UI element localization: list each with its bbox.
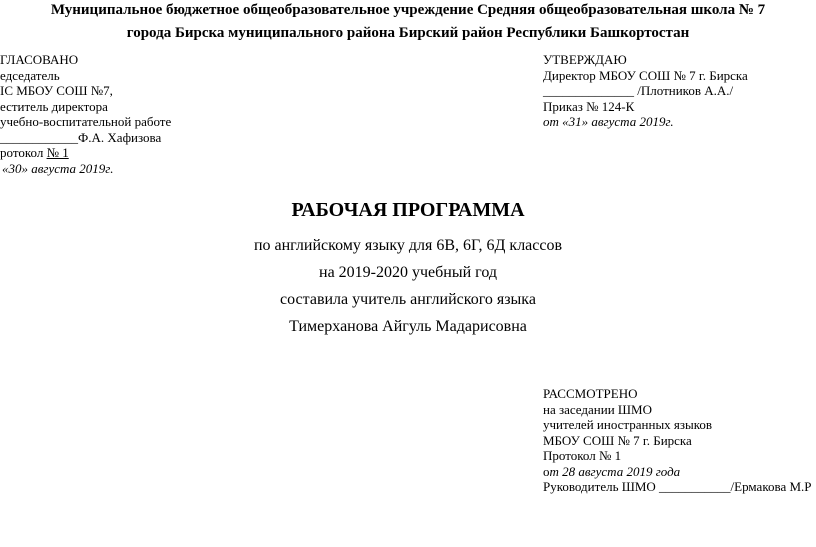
school-name-line-1: Муниципальное бюджетное общеобразовательное учреждение Средняя общеобразовательная школа № 7 xyxy=(50,2,766,18)
agreed-protocol xyxy=(0,145,171,161)
program-subject: по английскому языку для 6В, 6Г, 6Д классов xyxy=(253,237,563,254)
reviewed-date-text: т 28 августа 2019 года xyxy=(549,463,681,479)
document-title: РАБОЧАЯ ПРОГРАММА xyxy=(291,199,525,221)
agreed-protocol-number: № 1 xyxy=(46,145,69,160)
school-name-line-2: города Бирска муниципального района Бирский район Республики Башкортостан xyxy=(126,25,690,41)
reviewed-line: МБОУ СОШ № 7 г. Бирска xyxy=(543,432,692,448)
approved-date: от «31» августа 2019г. xyxy=(543,114,674,129)
reviewed-date xyxy=(543,464,812,480)
program-author-name: Тимерханова Айгуль Мадарисовна xyxy=(289,318,527,335)
reviewed-line: учителей иностранных языков xyxy=(543,417,713,432)
approved-line: Директор МБОУ СОШ № 7 г. Бирска xyxy=(543,67,748,83)
agreed-line: учебно-воспитательной работе xyxy=(0,114,172,129)
agreed-title: ГЛАСОВАНО xyxy=(0,52,79,67)
agreed-signature-line: ____________Ф.А. Хафизова xyxy=(0,129,162,145)
agreed-block xyxy=(0,52,171,176)
approved-order: Приказ № 124-К xyxy=(543,98,635,114)
reviewed-title: РАССМОТРЕНО xyxy=(543,386,638,401)
agreed-line: едседатель xyxy=(0,67,60,83)
reviewed-date-prefix: о xyxy=(543,463,550,479)
agreed-date: «30» августа 2019г. xyxy=(2,160,114,176)
agreed-protocol-label: ротокол xyxy=(0,145,47,160)
reviewed-line: на заседании ШМО xyxy=(543,401,652,417)
agreed-line: еститель директора xyxy=(0,98,108,114)
program-author-role: составила учитель английского языка xyxy=(280,291,536,308)
reviewed-head-signature: Руководитель ШМО ___________/Ермакова М.Р xyxy=(543,479,812,494)
reviewed-block xyxy=(543,386,812,495)
approved-signature-line: ______________ /Плотников А.А./ xyxy=(543,83,734,98)
reviewed-protocol: Протокол № 1 xyxy=(543,448,622,463)
agreed-line: IС МБОУ СОШ №7, xyxy=(0,83,113,98)
approved-title: УТВЕРЖДАЮ xyxy=(543,52,627,67)
program-year: на 2019-2020 учебный год xyxy=(319,264,497,281)
approved-block xyxy=(543,52,748,130)
